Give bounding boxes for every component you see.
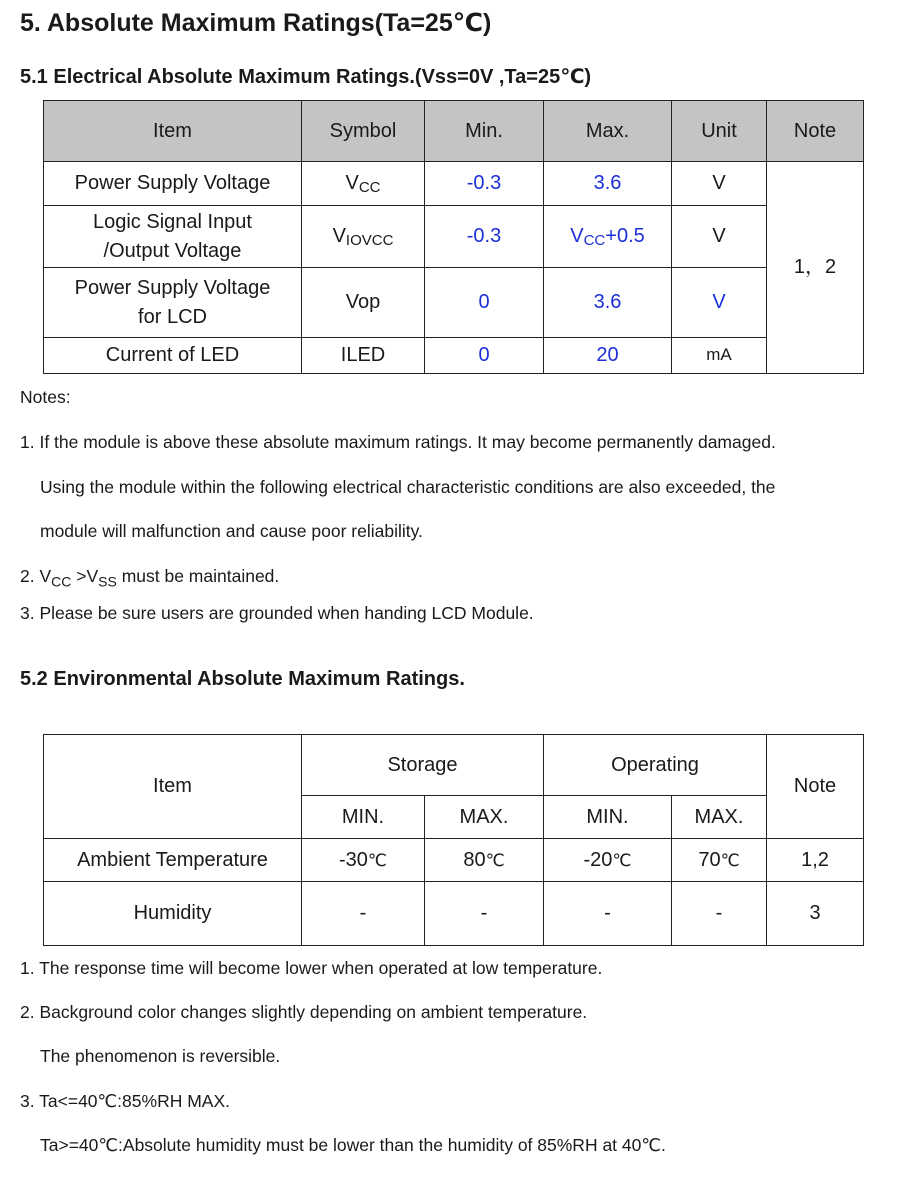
note-2-mid: >V [71,566,99,586]
cell-max [544,206,672,268]
cell-min: 0 [425,338,544,374]
table-row [44,268,864,338]
value: -30 [339,848,368,871]
cell-storage-min: - [302,882,425,946]
item-line: for LCD [138,305,207,328]
cell-item: Humidity [44,882,302,946]
note-2-sub-2: SS [98,573,117,590]
cell-operating-max: - [672,882,767,946]
header-operating: Operating [544,735,767,796]
section-heading-electrical: 5.1 Electrical Absolute Maximum Ratings.(Vss=0V ,Ta=25℃) [20,66,592,88]
value: -20 [583,848,613,871]
header-storage-max: MAX. [425,796,544,839]
table-row [44,162,864,206]
max-main: V [570,225,584,247]
unit: ℃ [367,850,387,870]
header-operating-min: MIN. [544,796,672,839]
table-row [44,338,864,374]
header-item: Item [44,735,302,839]
env-note-3-line-2: Ta>=40℃:Absolute humidity must be lower than the humidity of 85%RH at 40℃. [40,1135,666,1155]
cell-item [44,268,302,338]
cell-storage-max [425,839,544,882]
cell-unit: V [672,206,767,268]
cell-max: 20 [544,338,672,374]
note-1-line-1: 1. If the module is above these absolute maximum ratings. It may become permanently damaged. [20,432,776,452]
cell-operating-max [672,839,767,882]
env-note-1: 1. The response time will become lower when operated at low temperature. [20,958,603,978]
header-unit: Unit [672,101,767,162]
symbol-sub: CC [358,179,381,196]
table-header-row [44,101,864,162]
cell-symbol [302,206,425,268]
page-title: 5. Absolute Maximum Ratings(Ta=25℃) [20,9,492,37]
cell-symbol: ILED [302,338,425,374]
value: 80 [463,848,486,871]
unit: ℃ [612,850,632,870]
cell-unit: V [672,268,767,338]
cell-operating-min: - [544,882,672,946]
max-tail: +0.5 [605,225,645,247]
header-storage: Storage [302,735,544,796]
table-row [44,206,864,268]
cell-min: -0.3 [425,162,544,206]
notes-label: Notes: [20,387,71,407]
max-sub: CC [583,232,606,249]
cell-item: Ambient Temperature [44,839,302,882]
item-line: Logic Signal Input [92,210,252,233]
cell-max: 3.6 [544,162,672,206]
cell-note: 1,2 [767,839,864,882]
cell-min: 0 [425,268,544,338]
header-item: Item [44,101,302,162]
cell-item [44,206,302,268]
item-line: /Output Voltage [103,239,242,262]
unit: ℃ [485,850,505,870]
cell-storage-max: - [425,882,544,946]
cell-unit: mA [672,338,767,374]
cell-item: Power Supply Voltage [44,162,302,206]
header-note: Note [767,735,864,839]
env-note-2-line-1: 2. Background color changes slightly depending on ambient temperature. [20,1002,588,1022]
cell-symbol [302,162,425,206]
header-operating-max: MAX. [672,796,767,839]
header-note: Note [767,101,864,162]
note-2-suffix: must be maintained. [116,566,280,586]
note-1-line-3: module will malfunction and cause poor reliability. [40,521,423,541]
header-max: Max. [544,101,672,162]
table-header-row [44,735,864,796]
note-1-line-2: Using the module within the following electrical characteristic conditions are also exceeded, the [40,477,776,497]
cell-operating-min [544,839,672,882]
env-note-2-line-2: The phenomenon is reversible. [40,1046,281,1066]
env-note-3-line-1: 3. Ta<=40℃:85%RH MAX. [20,1091,230,1111]
symbol-sub: IOVCC [345,232,394,249]
symbol-main: V [332,225,346,247]
cell-note: 1，2 [767,162,864,374]
cell-symbol: Vop [302,268,425,338]
header-symbol: Symbol [302,101,425,162]
symbol-main: V [345,172,359,194]
cell-note: 3 [767,882,864,946]
cell-unit: V [672,162,767,206]
note-3: 3. Please be sure users are grounded when handing LCD Module. [20,603,534,623]
table-row [44,882,864,946]
section-heading-environmental: 5.2 Environmental Absolute Maximum Ratings. [20,668,465,690]
value: 70 [698,848,721,871]
item-line: Power Supply Voltage [74,276,271,299]
environmental-ratings-table [43,734,864,946]
header-storage-min: MIN. [302,796,425,839]
electrical-ratings-table [43,100,864,374]
note-2-prefix: 2. V [20,566,52,586]
unit: ℃ [720,850,740,870]
header-min: Min. [425,101,544,162]
note-2 [20,566,279,590]
note-2-sub-1: CC [51,573,72,590]
cell-max: 3.6 [544,268,672,338]
cell-storage-min [302,839,425,882]
table-row [44,839,864,882]
cell-min: -0.3 [425,206,544,268]
cell-item: Current of LED [44,338,302,374]
